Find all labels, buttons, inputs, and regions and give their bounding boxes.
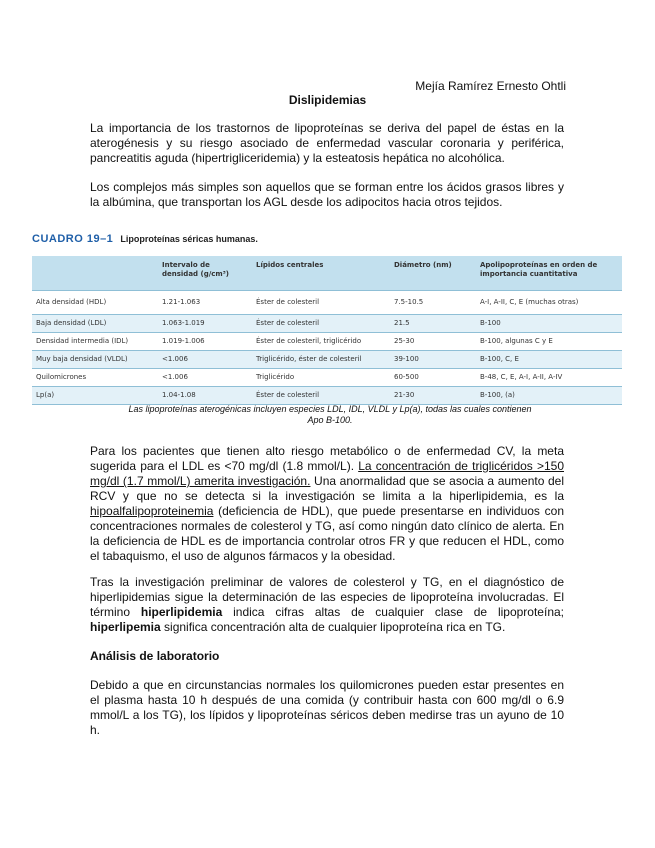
underlined-term: hipoalfalipoproteinemia xyxy=(90,504,214,518)
text-run: Tras la investigación preliminar de valores de colesterol y TG, en el diagnóstico de hiperlipidemias sigue la determinación de las especies de lipoproteína involucradas. El término xyxy=(90,575,564,619)
bold-term: hiperlipidemia xyxy=(140,605,223,619)
paragraph-complexes xyxy=(90,180,564,210)
table-cell: 39-100 xyxy=(390,351,476,369)
paragraph-lab-analysis xyxy=(90,678,564,738)
table-cell: Éster de colesteril xyxy=(252,315,390,333)
table-header-row xyxy=(32,256,622,291)
table-row xyxy=(32,369,622,387)
table-cell: 1.019-1.006 xyxy=(158,333,252,351)
paragraph-hyperlipidemia-text xyxy=(90,575,564,635)
table-cell: 1.21-1.063 xyxy=(158,291,252,315)
table-cell: Lp(a) xyxy=(32,387,158,405)
table-cell: B-100, (a) xyxy=(476,387,622,405)
text-run: Una anormalidad que se asocia a aumento del RCV y que no se detecta si la investigación se limita a la hiperlipidemia, es la xyxy=(90,474,565,503)
header-cell: Lípidos centrales xyxy=(252,256,390,291)
table-row xyxy=(32,387,622,405)
table-cell: 21-30 xyxy=(390,387,476,405)
table-caption: Las lipoproteínas aterogénicas incluyen especies LDL, IDL, VLDL y Lp(a), todas las cuales contienen Apo B-100. xyxy=(128,404,532,425)
table-cell: Muy baja densidad (VLDL) xyxy=(32,351,158,369)
table-heading xyxy=(32,233,258,245)
table-cell: B-48, C, E, A-I, A-II, A-IV xyxy=(476,369,622,387)
table-cell: B-100 xyxy=(476,315,622,333)
table-cell: Quilomicrones xyxy=(32,369,158,387)
paragraph-complexes-text: Los complejos más simples son aquellos que se forman entre los ácidos grasos libres y la albúmina, que transportan los AGL desde los adipocitos hacia otros tejidos. xyxy=(90,180,564,209)
paragraph-lab-analysis-text: Debido a que en circunstancias normales los quilomicrones pueden estar presentes en el plasma hasta 10 h después de una comida (y contribuir hasta con 600 mg/dl o 6.9 mmol/L a los TG), los lípidos y lipoproteínas séricos deben medirse tras un ayuno de 10 h. xyxy=(90,678,564,737)
header-cell: Diámetro (nm) xyxy=(390,256,476,291)
paragraph-hyperlipidemia xyxy=(90,575,564,635)
text-run: Para los pacientes que tienen alto riesgo metabólico o de enfermedad CV, la meta sugerida para el LDL es <70 mg/dl (1.8 mmol/L). xyxy=(90,444,564,473)
table-cell: <1.006 xyxy=(158,369,252,387)
table-cell: B-100, C, E xyxy=(476,351,622,369)
table-title: Lipoproteínas séricas humanas. xyxy=(120,234,258,244)
section-heading: Análisis de laboratorio xyxy=(90,649,220,663)
table-cell: Densidad intermedia (IDL) xyxy=(32,333,158,351)
paragraph-ldl-goal-text xyxy=(90,444,564,564)
table-cell: 25-30 xyxy=(390,333,476,351)
paragraph-ldl-goal xyxy=(90,444,564,564)
table-cell: Éster de colesteril, triglicérido xyxy=(252,333,390,351)
table-row xyxy=(32,333,622,351)
lipoprotein-table xyxy=(32,256,622,405)
table-cell: 60-500 xyxy=(390,369,476,387)
header-cell: Apolipoproteínas en orden de importancia cuantitativa xyxy=(476,256,622,291)
table-cell: Éster de colesteril xyxy=(252,387,390,405)
table-cell: A-I, A-II, C, E (muchas otras) xyxy=(476,291,622,315)
table-cell: Alta densidad (HDL) xyxy=(32,291,158,315)
text-run: (deficiencia de HDL), que puede presentarse en individuos con concentraciones normales de colesterol y TG, así como ningún dato clínico de alerta. En la deficiencia de HDL es de importancia controlar otros FR y que reducen el HDL, como el tabaquismo, el uso de algunos fármacos y la obesidad. xyxy=(90,504,564,563)
bold-term: hiperlipemia xyxy=(90,620,161,634)
table-label: CUADRO 19–1 xyxy=(32,233,114,245)
table-cell: 1.04-1.08 xyxy=(158,387,252,405)
table-row xyxy=(32,315,622,333)
text-run: significa concentración alta de cualquier lipoproteína rica en TG. xyxy=(160,620,506,634)
header-cell xyxy=(32,256,158,291)
table-cell: 21.5 xyxy=(390,315,476,333)
table-cell: 7.5-10.5 xyxy=(390,291,476,315)
table-cell: Triglicérido xyxy=(252,369,390,387)
header-cell: Intervalo de densidad (g/cm³) xyxy=(158,256,252,291)
underlined-text: La concentración de triglicéridos >150 mg/dl (1.7 mmol/L) amerita investigación. xyxy=(90,459,564,488)
document-title: Dislipidemias xyxy=(288,93,367,107)
text-run: indica cifras altas de cualquier clase de lipoproteína; xyxy=(222,605,564,619)
paragraph-intro-text: La importancia de los trastornos de lipoproteínas se deriva del papel de éstas en la aterogénesis y su riesgo asociado de enfermedad vascular coronaria y periférica, pancreatitis aguda (hipertrigliceridemia) y la esteatosis hepática no alcohólica. xyxy=(90,121,564,165)
paragraph-intro xyxy=(90,121,564,166)
author-name: Mejía Ramírez Ernesto Ohtli xyxy=(415,79,566,93)
table-cell: Triglicérido, éster de colesteril xyxy=(252,351,390,369)
table-row xyxy=(32,351,622,369)
table-cell: <1.006 xyxy=(158,351,252,369)
table-cell: Baja densidad (LDL) xyxy=(32,315,158,333)
table-cell: Éster de colesteril xyxy=(252,291,390,315)
table-cell: B-100, algunas C y E xyxy=(476,333,622,351)
table-cell: 1.063-1.019 xyxy=(158,315,252,333)
table-row xyxy=(32,291,622,315)
